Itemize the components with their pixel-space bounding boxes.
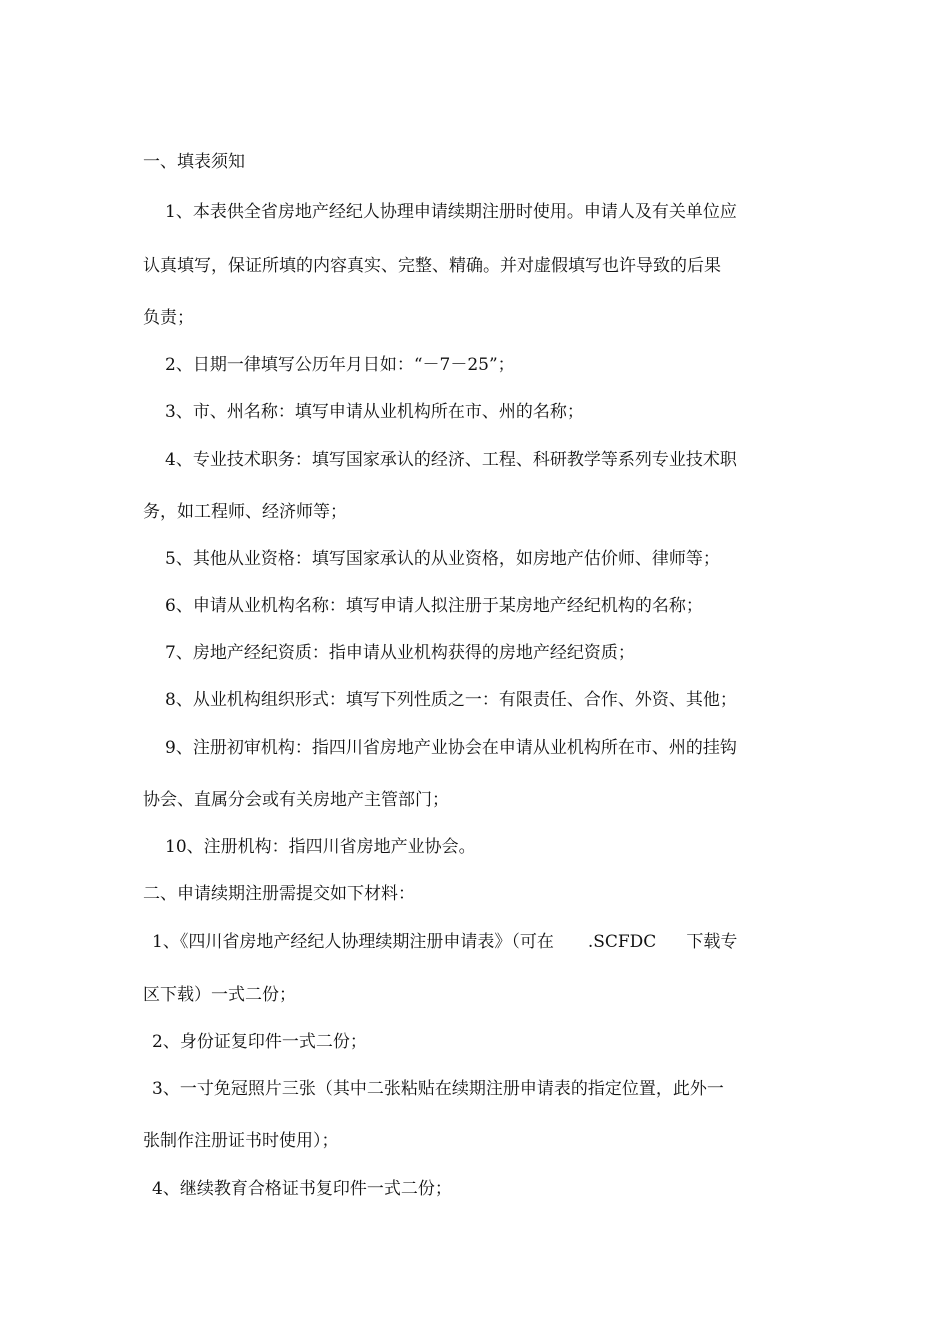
material1-line1 — [152, 931, 737, 953]
item6: 6、申请从业机构名称：填写申请人拟注册于某房地产经纪机构的名称； — [165, 596, 703, 616]
item9-line2: 协会、直属分会或有关房地产主管部门； — [143, 790, 449, 810]
item2: 2、日期一律填写公历年月日如：“－7－25”； — [165, 355, 515, 375]
item1-line1: 1、本表供全省房地产经纪人协理申请续期注册时使用。申请人及有关单位应 — [165, 202, 737, 222]
material4: 4、继续教育合格证书复印件一式二份； — [152, 1179, 452, 1199]
material1-line2: 区下载）一式二份； — [143, 985, 296, 1005]
item5: 5、其他从业资格：填写国家承认的从业资格，如房地产估价师、律师等； — [165, 549, 720, 569]
material3-line2: 张制作注册证书时使用）； — [143, 1131, 339, 1151]
item8: 8、从业机构组织形式：填写下列性质之一：有限责任、合作、外资、其他； — [165, 690, 737, 710]
material1-part2: .SCFDC — [587, 932, 657, 952]
section1-heading: 一、填表须知 — [143, 152, 245, 172]
item3: 3、市、州名称：填写申请从业机构所在市、州的名称； — [165, 402, 584, 422]
material1-part3: 下载专 — [686, 932, 738, 952]
section2-heading: 二、申请续期注册需提交如下材料： — [143, 884, 415, 904]
item1-line3: 负责； — [143, 308, 194, 328]
item4-line1: 4、专业技术职务：填写国家承认的经济、工程、科研教学等系列专业技术职 — [165, 450, 737, 470]
item7: 7、房地产经纪资质：指申请从业机构获得的房地产经纪资质； — [165, 643, 635, 663]
material2: 2、身份证复印件一式二份； — [152, 1032, 367, 1052]
item9-line1: 9、注册初审机构：指四川省房地产业协会在申请从业机构所在市、州的挂钩 — [165, 738, 737, 758]
item4-line2: 务，如工程师、经济师等； — [143, 502, 347, 522]
material1-part1: 1、《四川省房地产经纪人协理续期注册申请表》（可在 — [152, 932, 554, 952]
item10: 10、注册机构：指四川省房地产业协会。 — [165, 837, 476, 857]
material3-line1: 3、一寸免冠照片三张（其中二张粘贴在续期注册申请表的指定位置，此外一 — [152, 1079, 724, 1099]
item1-line2: 认真填写，保证所填的内容真实、完整、精确。并对虚假填写也许导致的后果 — [143, 256, 721, 276]
